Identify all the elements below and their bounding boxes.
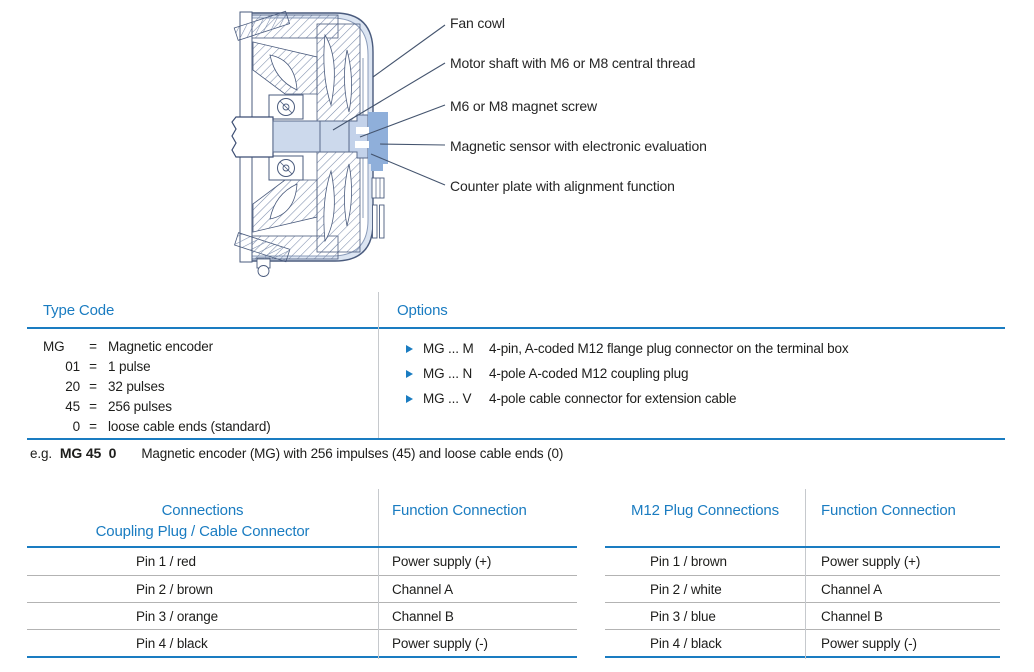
options-title: Options — [397, 302, 448, 319]
function-cell: Channel A — [392, 581, 453, 597]
coupling-plug-connections-table — [27, 489, 577, 659]
equals-sign: = — [89, 338, 97, 354]
type-code-row — [43, 396, 363, 416]
shaft-stub-shape — [232, 117, 273, 157]
type-code-value: MG — [43, 338, 65, 354]
triangle-bullet-icon — [406, 345, 413, 353]
pin-cell: Pin 1 / brown — [650, 554, 727, 569]
type-code-value: 20 — [65, 378, 80, 394]
type-code-desc: 1 pulse — [108, 358, 151, 374]
leader-magnetic-sensor — [380, 144, 445, 145]
option-item — [406, 386, 996, 411]
option-code: MG ... M — [423, 341, 474, 356]
type-code-value: 0 — [72, 418, 80, 434]
function-header: Function Connection — [821, 502, 956, 519]
pin-cell: Pin 3 / blue — [650, 608, 716, 624]
table-header — [27, 489, 577, 548]
counter-plate-shape — [371, 164, 383, 171]
pin-cell: Pin 2 / white — [650, 581, 722, 597]
diagram-label-motor-shaft: Motor shaft with M6 or M8 central thread — [450, 55, 696, 71]
option-desc: 4-pole A-coded M12 coupling plug — [489, 366, 689, 381]
option-item — [406, 336, 996, 361]
equals-sign: = — [89, 358, 97, 374]
triangle-bullet-icon — [406, 395, 413, 403]
motor-shaft-shape — [273, 121, 349, 152]
type-code-list — [43, 336, 363, 436]
table-row — [605, 602, 1000, 629]
header-line2: Coupling Plug / Cable Connector — [95, 523, 310, 540]
option-desc: 4-pole cable connector for extension cable — [489, 391, 737, 406]
table-row — [605, 548, 1000, 575]
table-row — [27, 575, 577, 602]
magnet-screw-shape — [349, 115, 368, 158]
equals-sign: = — [89, 378, 97, 394]
header-line1: M12 Plug Connections — [631, 502, 779, 519]
function-cell: Power supply (+) — [392, 554, 492, 569]
motor-cross-section-diagram — [225, 0, 460, 290]
bearing-lower-shape — [269, 156, 303, 180]
type-code-options-panel — [27, 292, 1005, 440]
pin-cell: Pin 4 / black — [136, 635, 208, 651]
table-body — [605, 548, 1000, 658]
diagram-label-fan-cowl: Fan cowl — [450, 15, 505, 31]
example-text: Magnetic encoder (MG) with 256 impulses (45) and loose cable ends (0) — [141, 445, 564, 461]
magnetic-sensor-shape — [368, 112, 388, 164]
pin-cell: Pin 2 / brown — [136, 581, 213, 597]
type-code-desc: loose cable ends (standard) — [108, 418, 271, 434]
type-code-desc: Magnetic encoder — [108, 338, 213, 354]
type-code-value: 45 — [65, 398, 80, 414]
type-code-title: Type Code — [43, 302, 115, 319]
type-code-row — [43, 376, 363, 396]
table-row — [605, 575, 1000, 602]
type-code-desc: 256 pulses — [108, 398, 172, 414]
example-code: MG 45 0 — [59, 445, 117, 461]
table-row — [27, 629, 577, 656]
cable-leads-shape — [372, 178, 384, 238]
option-item — [406, 361, 996, 386]
type-code-row — [43, 416, 363, 436]
function-cell: Channel A — [821, 581, 882, 597]
equals-sign: = — [89, 418, 97, 434]
pin-cell: Pin 1 / red — [136, 554, 196, 569]
option-code: MG ... V — [423, 391, 472, 406]
diagram-label-magnetic-sensor: Magnetic sensor with electronic evaluation — [450, 138, 707, 154]
type-code-row — [43, 356, 363, 376]
table-row — [27, 602, 577, 629]
table-row — [27, 548, 577, 575]
type-code-example — [30, 445, 563, 461]
table-body — [27, 548, 577, 658]
diagram-label-counter-plate: Counter plate with alignment function — [450, 178, 675, 194]
function-cell: Power supply (+) — [821, 554, 921, 569]
pin-cell: Pin 3 / orange — [136, 608, 218, 624]
type-code-row — [43, 336, 363, 356]
option-desc: 4-pin, A-coded M12 flange plug connector on the terminal box — [489, 341, 849, 356]
connections-header — [27, 489, 378, 546]
option-code: MG ... N — [423, 366, 473, 381]
bearing-upper-shape — [269, 95, 303, 119]
function-cell: Power supply (-) — [821, 635, 917, 651]
panel-bottom-rule — [27, 438, 1005, 440]
table-row — [605, 629, 1000, 656]
type-code-desc: 32 pulses — [108, 378, 165, 394]
header-underline — [27, 327, 1005, 329]
m12-plug-connections-table — [605, 489, 1000, 659]
connections-header — [605, 489, 805, 546]
header-line1: Connections — [161, 502, 244, 519]
pin-cell: Pin 4 / black — [650, 635, 722, 651]
diagram-label-magnet-screw: M6 or M8 magnet screw — [450, 98, 598, 114]
table-header — [605, 489, 1000, 548]
function-cell: Power supply (-) — [392, 635, 488, 651]
function-cell: Channel B — [392, 608, 454, 624]
type-code-value: 01 — [65, 358, 80, 374]
function-header: Function Connection — [392, 502, 527, 519]
function-cell: Channel B — [821, 608, 883, 624]
triangle-bullet-icon — [406, 370, 413, 378]
column-divider — [378, 292, 379, 440]
options-list — [406, 336, 996, 411]
example-prefix: e.g. — [30, 445, 52, 461]
equals-sign: = — [89, 398, 97, 414]
